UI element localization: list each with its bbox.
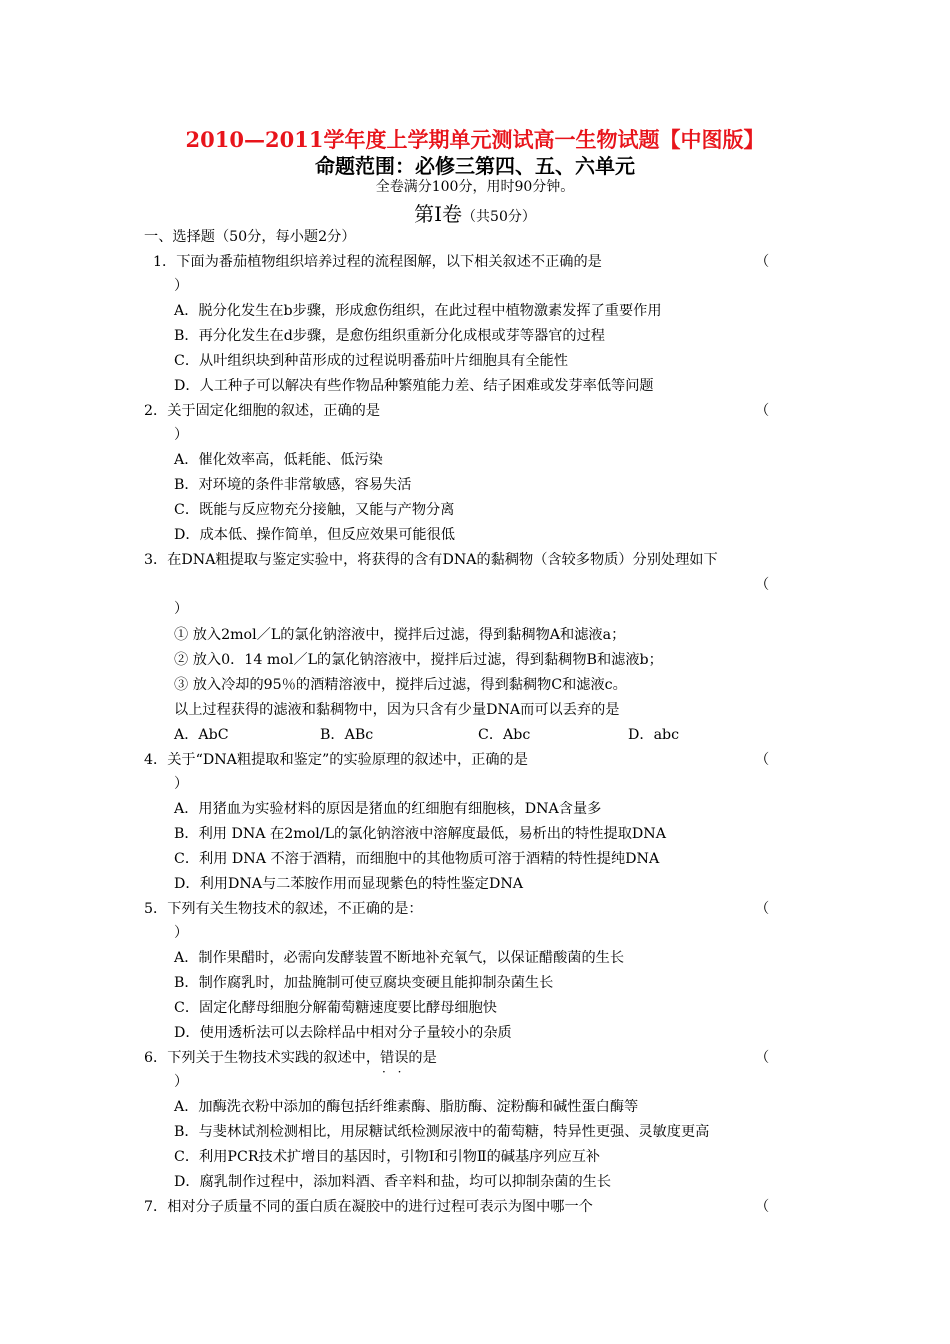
question-option: C．Abc: [478, 727, 531, 743]
question-option: A．制作果醋时，必需向发酵装置不断地补充氧气，以保证醋酸菌的生长: [174, 950, 625, 966]
answer-paren-open: （: [755, 254, 770, 270]
question-option: B．与斐林试剂检测相比，用尿糖试纸检测尿液中的葡萄糖，特异性更强、灵敏度更高: [174, 1124, 710, 1140]
answer-paren-close: ）: [174, 1074, 189, 1090]
answer-paren-close: ）: [174, 776, 189, 792]
section-heading: [0, 198, 950, 227]
answer-paren-open: （: [755, 403, 770, 419]
question-stem: 1．下面为番茄植物组织培养过程的流程图解，以下相关叙述不正确的是: [153, 254, 602, 270]
question-option: D．使用透析法可以去除样品中相对分子量较小的杂质: [174, 1025, 512, 1041]
answer-paren-open: （: [755, 1050, 770, 1066]
answer-paren-close: ）: [174, 601, 189, 617]
question-stem-prefix: 6．下列关于生物技术实践的叙述中，: [144, 1050, 381, 1066]
question-option: D．成本低、操作简单，但反应效果可能很低: [174, 527, 455, 543]
question-prompt: 以上过程获得的滤液和黏稠物中，因为只含有少量DNA而可以丢弃的是: [174, 702, 620, 718]
question-option: A．用猪血为实验材料的原因是猪血的红细胞有细胞核，DNA含量多: [174, 801, 602, 817]
question-stem-suffix: 的是: [408, 1050, 437, 1066]
question-option: A．AbC: [174, 727, 229, 743]
question-option: A．脱分化发生在b步骤，形成愈伤组织，在此过程中植物激素发挥了重要作用: [174, 303, 662, 319]
answer-paren-open: （: [755, 752, 770, 768]
question-option: B．对环境的条件非常敏感，容易失活: [174, 477, 412, 493]
question-option: D．腐乳制作过程中，添加料酒、香辛料和盐，均可以抑制杂菌的生长: [174, 1174, 612, 1190]
exam-note: 全卷满分100分，用时90分钟。: [375, 179, 575, 195]
procedure-step: ② 放入0．14 mol／L的氯化钠溶液中，搅拌后过滤，得到黏稠物B和滤液b；: [174, 652, 663, 668]
question-option: A．催化效率高，低耗能、低污染: [174, 452, 383, 468]
answer-paren-close: ）: [174, 427, 189, 443]
answer-paren-open: （: [755, 901, 770, 917]
question-stem: 5．下列有关生物技术的叙述，不正确的是：: [144, 901, 423, 917]
question-option: D．利用DNA与二苯胺作用而显现紫色的特性鉴定DNA: [174, 876, 524, 892]
question-stem: 2．关于固定化细胞的叙述，正确的是: [144, 403, 381, 419]
question-option: C．利用 DNA 不溶于酒精，而细胞中的其他物质可溶于酒精的特性提纯DNA: [174, 851, 660, 867]
emphasis-word: 错误 · ·: [380, 1049, 408, 1067]
exam-scope: 命题范围：必修三第四、五、六单元: [315, 154, 635, 178]
question-option: B．利用 DNA 在2mol/L的氯化钠溶液中溶解度最低，易析出的特性提取DNA: [174, 826, 666, 842]
question-option: B．ABc: [320, 727, 374, 743]
question-option: B．再分化发生在d步骤，是愈伤组织重新分化成根或芽等器官的过程: [174, 328, 605, 344]
answer-paren-close: ）: [174, 925, 189, 941]
question-option: B．制作腐乳时，加盐腌制可使豆腐块变硬且能抑制杂菌生长: [174, 975, 554, 991]
section-score: （共50分）: [462, 209, 536, 225]
exam-title: 2010—2011学年度上学期单元测试高一生物试题【中图版】: [185, 127, 765, 152]
section-label: 第Ⅰ卷: [414, 202, 463, 226]
question-stem: 7．相对分子质量不同的蛋白质在凝胶中的进行过程可表示为图中哪一个: [144, 1199, 593, 1215]
question-stem: [144, 1049, 437, 1067]
question-option: C．既能与反应物充分接触，又能与产物分离: [174, 502, 455, 518]
question-option: D．人工种子可以解决有些作物品种繁殖能力差、结子困难或发芽率低等问题: [174, 378, 654, 394]
question-option: C．从叶组织块到种苗形成的过程说明番茄叶片细胞具有全能性: [174, 353, 568, 369]
question-option: A．加酶洗衣粉中添加的酶包括纤维素酶、脂肪酶、淀粉酶和碱性蛋白酶等: [174, 1099, 639, 1115]
procedure-step: ③ 放入冷却的95％的酒精溶液中，搅拌后过滤，得到黏稠物C和滤液c。: [174, 677, 627, 693]
question-option: C．利用PCR技术扩增目的基因时，引物Ⅰ和引物Ⅱ的碱基序列应互补: [174, 1149, 601, 1165]
procedure-step: ① 放入2mol／L的氯化钠溶液中，搅拌后过滤，得到黏稠物A和滤液a；: [174, 627, 626, 643]
question-stem: 4．关于“DNA粗提取和鉴定”的实验原理的叙述中，正确的是: [144, 752, 528, 768]
answer-paren-close: ）: [174, 278, 189, 294]
question-option: D．abc: [628, 727, 680, 743]
answer-paren-open: （: [755, 577, 770, 593]
answer-paren-open: （: [755, 1199, 770, 1215]
question-option: C．固定化酵母细胞分解葡萄糖速度要比酵母细胞快: [174, 1000, 497, 1016]
question-stem: 3．在DNA粗提取与鉴定实验中，将获得的含有DNA的黏稠物（含较多物质）分别处理如下: [144, 552, 718, 568]
part-heading: 一、选择题（50分，每小题2分）: [144, 229, 356, 245]
